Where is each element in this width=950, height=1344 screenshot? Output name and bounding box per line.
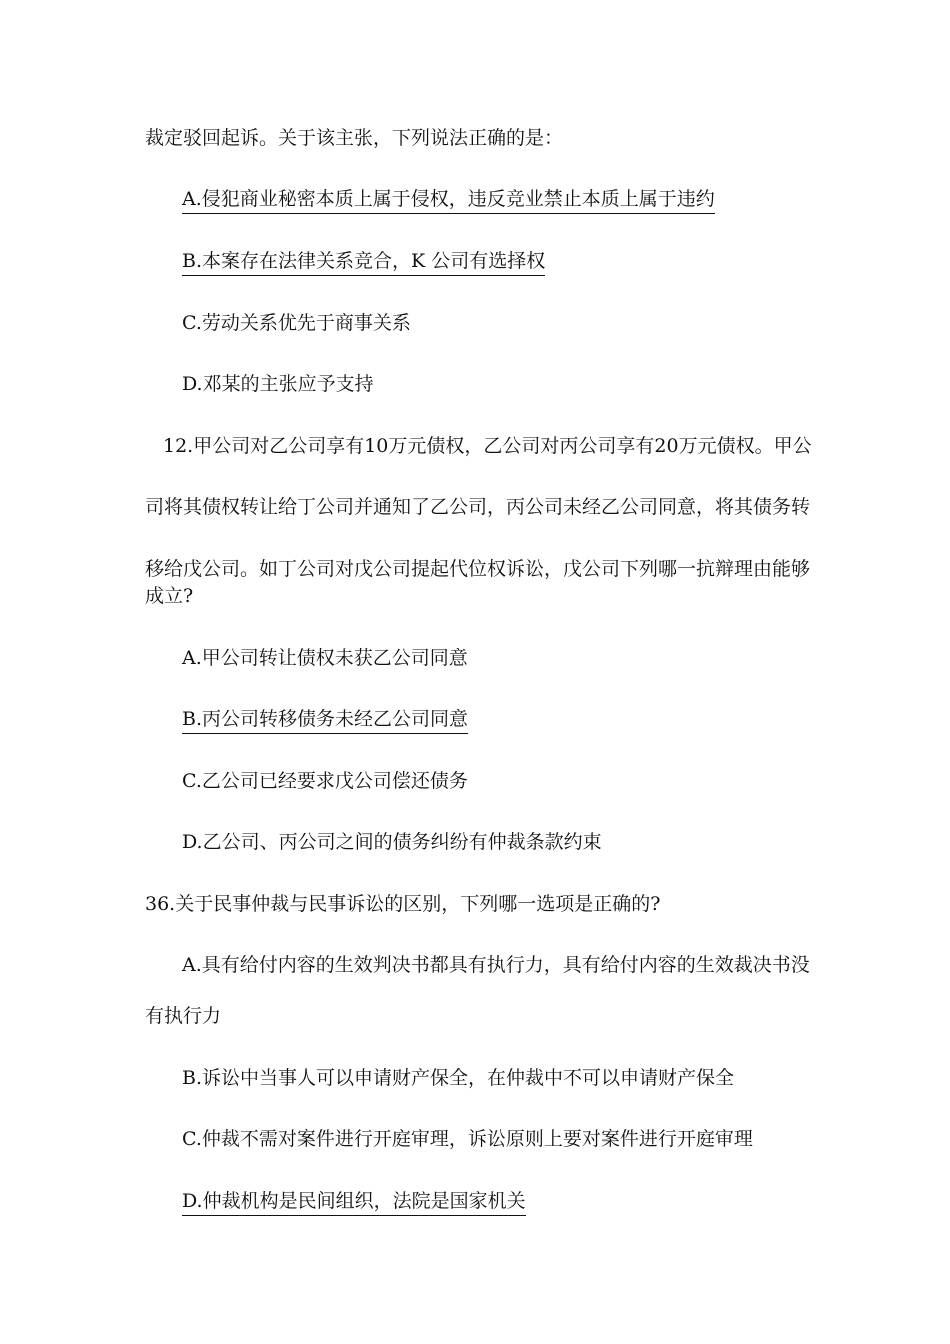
q12-option-a-text: A.甲公司转让债权未获乙公司同意 <box>182 647 468 669</box>
q36-option-b <box>182 1066 734 1090</box>
q36-option-a-line-1: A.具有给付内容的生效判决书都具有执行力，具有给付内容的生效裁决书没 <box>182 954 810 976</box>
prev-option-d <box>182 372 374 396</box>
q36-stem: 36.关于民事仲裁与民事诉讼的区别，下列哪一选项是正确的? <box>145 893 661 915</box>
q12-option-d <box>182 830 602 854</box>
q12-option-c <box>182 769 468 793</box>
q12-stem-line-4: 成立? <box>145 585 194 607</box>
intro-line: 裁定驳回起诉。关于该主张，下列说法正确的是： <box>145 127 564 149</box>
prev-option-a-text: A.侵犯商业秘密本质上属于侵权，违反竞业禁止本质上属于违约 <box>182 188 715 214</box>
q12-option-d-text: D.乙公司、丙公司之间的债务纠纷有仲裁条款约束 <box>182 831 602 853</box>
q12-stem-line-3: 移给戊公司。如丁公司对戊公司提起代位权诉讼，戊公司下列哪一抗辩理由能够 <box>145 558 811 580</box>
prev-option-c <box>182 311 411 335</box>
q12-option-c-text: C.乙公司已经要求戊公司偿还债务 <box>182 770 468 792</box>
prev-option-b-text: B.本案存在法律关系竞合，K 公司有选择权 <box>182 250 545 276</box>
q12-option-b <box>182 707 468 731</box>
q36-option-d-text: D.仲裁机构是民间组织，法院是国家机关 <box>182 1190 526 1216</box>
prev-option-d-text: D.邓某的主张应予支持 <box>182 373 374 395</box>
prev-option-b <box>182 249 545 273</box>
q36-option-c-text: C.仲裁不需对案件进行开庭审理，诉讼原则上要对案件进行开庭审理 <box>182 1128 753 1150</box>
q12-stem-line-1: 12.甲公司对乙公司享有10万元债权，乙公司对丙公司享有20万元债权。甲公 <box>163 435 812 457</box>
q12-option-a <box>182 646 468 670</box>
q36-option-d <box>182 1189 526 1213</box>
q36-option-c <box>182 1127 753 1151</box>
q12-stem-line-2: 司将其债权转让给丁公司并通知了乙公司，丙公司未经乙公司同意，将其债务转 <box>145 496 811 518</box>
q12-option-b-text: B.丙公司转移债务未经乙公司同意 <box>182 708 468 734</box>
prev-option-c-text: C.劳动关系优先于商事关系 <box>182 312 411 334</box>
q36-option-b-text: B.诉讼中当事人可以申请财产保全，在仲裁中不可以申请财产保全 <box>182 1067 735 1089</box>
prev-option-a <box>182 187 715 211</box>
q36-option-a-line-2: 有执行力 <box>145 1005 222 1027</box>
